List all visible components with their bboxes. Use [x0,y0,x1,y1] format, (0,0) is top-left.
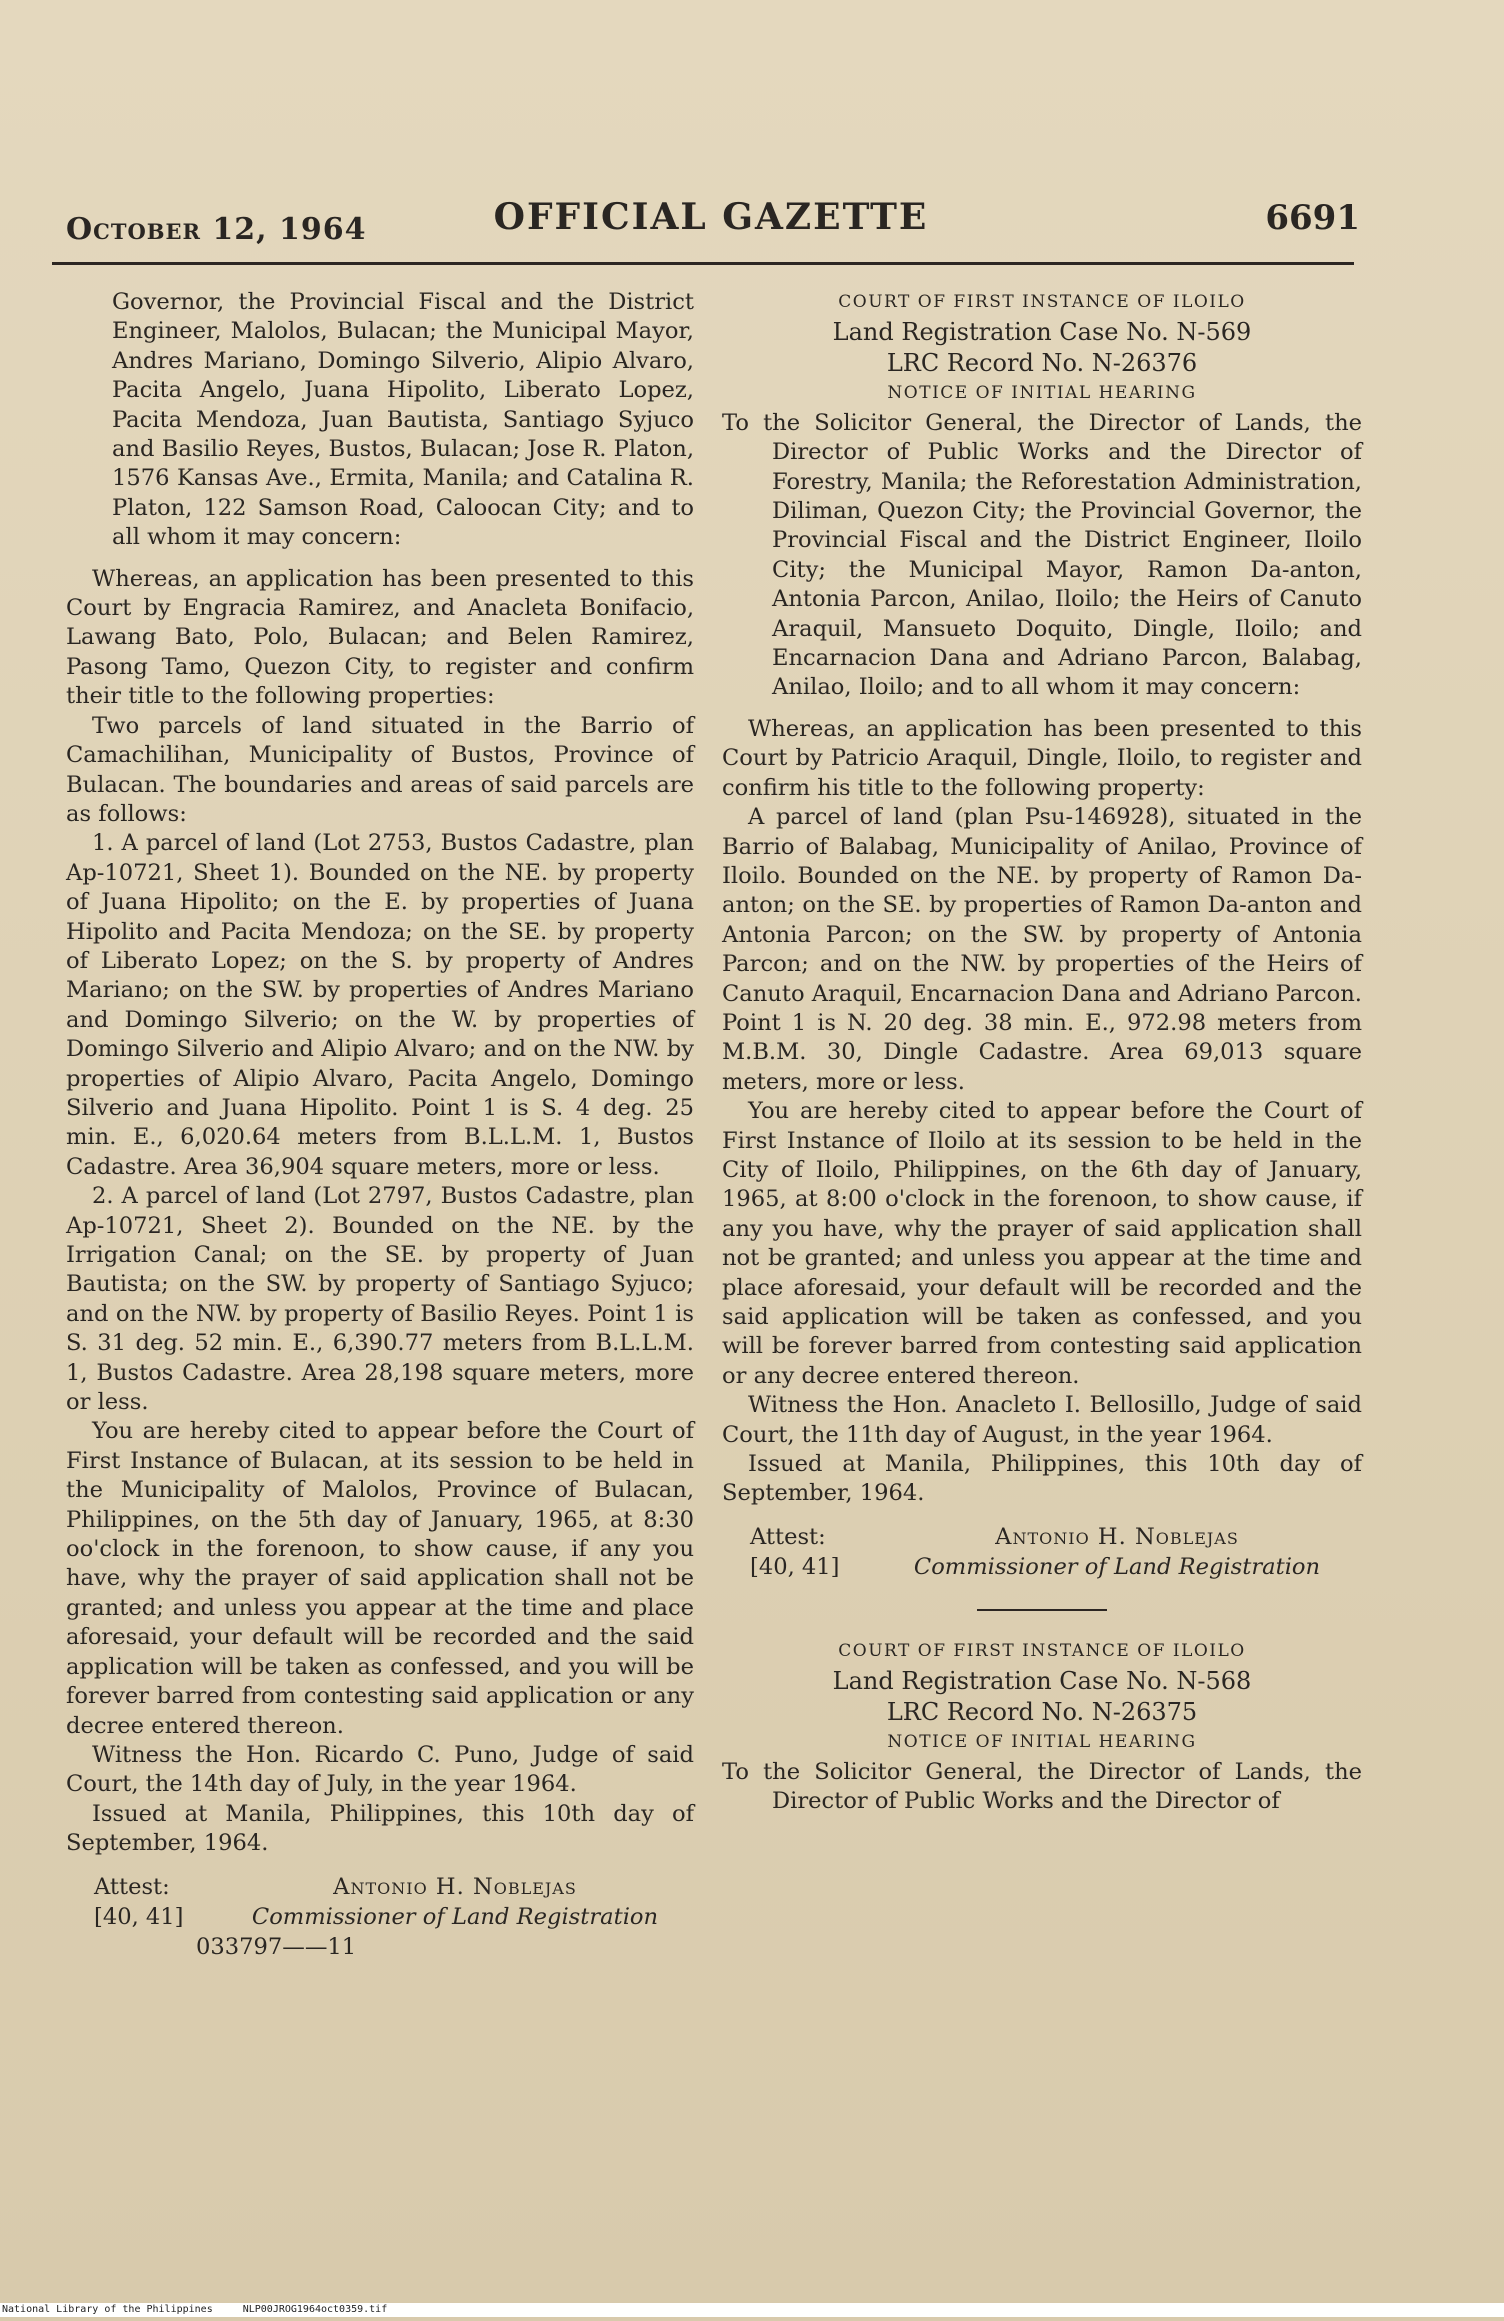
attest-title: Commissioner of Land Registration [251,1903,659,1930]
notice-heading-1: NOTICE OF INITIAL HEARING [887,383,1197,404]
addressees-1: To the Solicitor General, the Director of Lands, the Director of Public Works and the Director of Forestry, Manila; the Reforestation Administration, Diliman, Quezon City; the Provincial Governor, the Provincial Fiscal and the District Engineer, Iloilo City; the Municipal Mayor, Ramon Da-anton, Antonia Parcon, Anilao, Iloilo; the Heirs of Canuto Araquil, Mansueto Doquito, Dingle, Iloilo; and Encarnacion Dana and Adriano Parcon, Balabag, Anilao, Iloilo; and to all whom it may concern: [722,409,1362,701]
whereas-paragraph: Whereas, an application has been presented to this Court by Engracia Ramirez, and Anacleta Bonifacio, Lawang Bato, Polo, Bulacan; and Belen Ramirez, Pasong Tamo, Quezon City, to register and confirm their title to the following properties: [66,565,694,710]
publication-title: OFFICIAL GAZETTE [493,196,929,238]
scan-footer [0,2303,1504,2317]
record-number-1: LRC Record No. N-26376 [886,349,1198,378]
left-column [66,288,694,1962]
attest-name: Antonio H. Noblejas [333,1873,577,1900]
issue-reference: [40, 41] [94,1903,184,1930]
record-number-2: LRC Record No. N-26375 [886,1698,1198,1727]
court-heading-1: COURT OF FIRST INSTANCE OF ILOILO [838,292,1246,312]
addressees-continued: Governor, the Provincial Fiscal and the District Engineer, Malolos, Bulacan; the Municipal Mayor, Andres Mariano, Domingo Silverio, Alipio Alvaro, Pacita Angelo, Juana Hipolito, Liberato Lopez, Pacita Mendoza, Juan Bautista, Santiago Syjuco and Basilio Reyes, Bustos, Bulacan; Jose R. Platon, 1576 Kansas Ave., Ermita, Manila; and Catalina R. Platon, 122 Samson Road, Caloocan City; and to all whom it may concern: [112,289,694,551]
attest-label: Attest: [94,1873,170,1900]
parcel-1: 1. A parcel of land (Lot 2753, Bustos Cadastre, plan Ap-10721, Sheet 1). Bounded on the NE. by property of Juana Hipolito; on the E. by properties of Juana Hipolito and Pacita Mendoza; on the SE. by property of Liberato Lopez; on the S. by property of Andres Mariano; on the SW. by properties of Andres Mariano and Domingo Silverio; on the W. by properties of Domingo Silverio and Alipio Alvaro; and on the NW. by properties of Alipio Alvaro, Pacita Angelo, Domingo Silverio and Juana Hipolito. Point 1 is S. 4 deg. 25 min. E., 6,020.64 meters from B.L.L.M. 1, Bustos Cadastre. Area 36,904 square meters, more or less. [66,830,694,1180]
parcel-paragraph: A parcel of land (plan Psu-146928), situated in the Barrio of Balabag, Municipality of Anilao, Province of Iloilo. Bounded on the NE. by property of Ramon Da-anton; on the SE. by properties of Ramon Da-anton and Antonia Parcon; on the SW. by property of Antonia Parcon; and on the NW. by properties of the Heirs of Canuto Araquil, Encarnacion Dana and Adriano Parcon. Point 1 is N. 20 deg. 38 min. E., 972.98 meters from M.B.M. 30, Dingle Cadastre. Area 69,013 square meters, more or less. [722,804,1362,1095]
attestation-block [722,1523,1362,1583]
right-column [722,288,1362,1816]
witness-paragraph: Witness the Hon. Anacleto I. Bellosillo, Judge of said Court, the 11th day of August, in the year 1964. [722,1392,1362,1448]
issued-paragraph: Issued at Manila, Philippines, this 10th day of September, 1964. [722,1451,1362,1507]
addressees-2: To the Solicitor General, the Director of Lands, the Director of Public Works and the Director of [722,1758,1362,1815]
scan-filename: NLP00JROG1964oct0359.tif [242,2304,388,2315]
notice-heading-2: NOTICE OF INITIAL HEARING [887,1732,1197,1753]
case-number-2: Land Registration Case No. N-568 [832,1667,1252,1696]
issue-date: October 12, 1964 [66,212,367,247]
issue-reference: [40, 41] [750,1553,840,1580]
issued-paragraph: Issued at Manila, Philippines, this 10th day of September, 1964. [66,1800,694,1857]
attest-label: Attest: [750,1523,826,1550]
case-number-1: Land Registration Case No. N-569 [832,318,1252,347]
court-heading-2: COURT OF FIRST INSTANCE OF ILOILO [838,1640,1246,1661]
library-credit: National Library of the Philippines [2,2304,213,2315]
parcel-2: 2. A parcel of land (Lot 2797, Bustos Cadastre, plan Ap-10721, Sheet 2). Bounded on the NE. by the Irrigation Canal; on the SE. by property of Juan Bautista; on the SW. by property of Santiago Syjuco; and on the NW. by property of Basilio Reyes. Point 1 is S. 31 deg. 52 min. E., 6,390.77 meters from B.L.L.M. 1, Bustos Cadastre. Area 28,198 square meters, more or less. [66,1183,694,1416]
header-rule [52,262,1354,265]
citation-paragraph: You are hereby cited to appear before the Court of First Instance of Iloilo at its session to be held in the City of Iloilo, Philippines, on the 6th day of January, 1965, at 8:00 o'clock in the forenoon, to show cause, if any you have, why the prayer of said application shall not be granted; and unless you appear at the time and place aforesaid, your default will be recorded and the said application will be taken as confessed, and you will be forever barred from contesting said application or any decree entered thereon. [722,1098,1362,1389]
citation-paragraph: You are hereby cited to appear before the Court of First Instance of Bulacan, at its session to be held in the Municipality of Malolos, Province of Bulacan, Philippines, on the 5th day of January, 1965, at 8:30 oo'clock in the forenoon, to show cause, if any you have, why the prayer of said application shall not be granted; and unless you appear at the time and place aforesaid, your default will be recorded and the said application will be taken as confessed, and you will be forever barred from contesting said application or any decree entered thereon. [66,1418,694,1739]
parcels-intro: Two parcels of land situated in the Barrio of Camachilihan, Municipality of Bustos, Province of Bulacan. The boundaries and areas of said parcels are as follows: [66,712,694,827]
whereas-paragraph: Whereas, an application has been presented to this Court by Patricio Araquil, Dingle, Iloilo, to register and confirm his title to the following property: [722,715,1362,801]
print-code: 033797——11 [196,1933,357,1960]
page-number: 6691 [1265,198,1360,238]
attest-title: Commissioner of Land Registration [913,1553,1321,1580]
attest-name: Antonio H. Noblejas [995,1523,1239,1550]
attestation-block [66,1873,694,1933]
section-divider [977,1609,1107,1611]
witness-paragraph: Witness the Hon. Ricardo C. Puno, Judge of said Court, the 14th day of July, in the year 1964. [66,1741,694,1798]
running-head [66,196,1360,247]
